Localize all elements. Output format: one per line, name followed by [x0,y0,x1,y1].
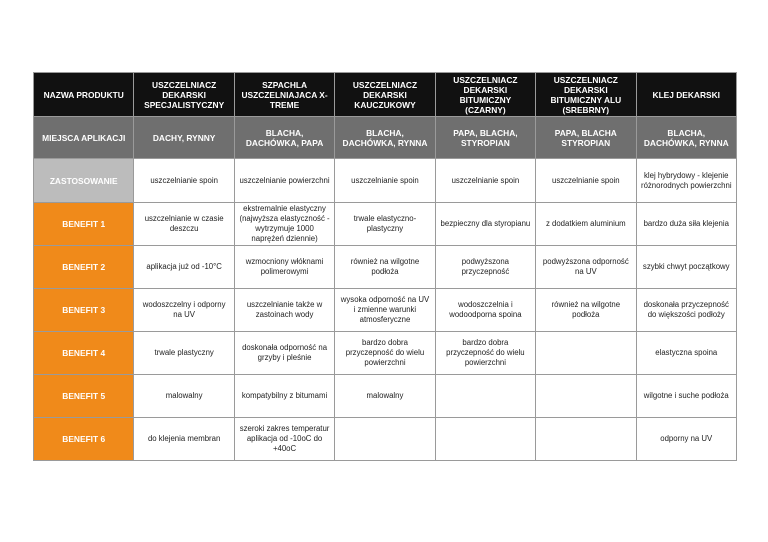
product-comparison-table [33,72,737,461]
table-cell: uszczelnianie spoin [536,159,636,203]
table-cell: uszczelnianie spoin [435,159,535,203]
table-cell: wysoka odporność na UV i zmienne warunki atmosferyczne [335,289,435,332]
row-label: ZASTOSOWANIE [34,159,134,203]
row-label: BENEFIT 4 [34,332,134,375]
table-cell: trwale plastyczny [134,332,234,375]
table-cell: wilgotne i suche podłoża [636,375,736,418]
table-cell: trwale elastyczno-plastyczny [335,203,435,246]
table-cell: DACHY, RYNNY [134,117,234,159]
row-label: MIEJSCA APLIKACJI [34,117,134,159]
table-cell [335,418,435,461]
table-cell: uszczelnianie spoin [134,159,234,203]
benefit-row [34,332,737,375]
product-name: USZCZELNIACZ DEKARSKI BITUMICZNY (CZARNY) [435,73,535,117]
table-cell: bezpieczny dla styropianu [435,203,535,246]
table-cell: również na wilgotne podłoża [335,246,435,289]
table-cell: klej hybrydowy - klejenie różnorodnych powierzchni [636,159,736,203]
table-cell: podwyższona odporność na UV [536,246,636,289]
application-row [34,117,737,159]
table-cell: uszczelnianie spoin [335,159,435,203]
table-cell: ekstremalnie elastyczny (najwyższa elastyczność - wytrzymuje 1000 naprężeń dziennie) [234,203,334,246]
table-cell [536,418,636,461]
benefit-row [34,375,737,418]
table-cell: wzmocniony włóknami polimerowymi [234,246,334,289]
product-name: USZCZELNIACZ DEKARSKI SPECJALISTYCZNY [134,73,234,117]
table-cell: wodoszczelnia i wodoodporna spoina [435,289,535,332]
row-label: BENEFIT 3 [34,289,134,332]
table-cell: malowalny [134,375,234,418]
table-cell: szybki chwyt początkowy [636,246,736,289]
table-cell: uszczelnianie powierzchni [234,159,334,203]
product-name: USZCZELNIACZ DEKARSKI BITUMICZNY ALU (SREBRNY) [536,73,636,117]
table-cell: doskonała odporność na grzyby i pleśnie [234,332,334,375]
use-row [34,159,737,203]
table-cell: PAPA, BLACHA STYROPIAN [536,117,636,159]
benefit-row [34,289,737,332]
table-cell: również na wilgotne podłoża [536,289,636,332]
table-cell: elastyczna spoina [636,332,736,375]
table-cell: uszczelnianie także w zastoinach wody [234,289,334,332]
table-cell [536,332,636,375]
table-cell [435,418,535,461]
table-cell: szeroki zakres temperatur aplikacja od -10oC do +40oC [234,418,334,461]
product-name: SZPACHLA USZCZELNIAJACA X-TREME [234,73,334,117]
table-cell: odporny na UV [636,418,736,461]
table-cell: do klejenia membran [134,418,234,461]
table-cell: bardzo dobra przyczepność do wielu powierzchni [335,332,435,375]
row-label: BENEFIT 5 [34,375,134,418]
table-cell: uszczelnianie w czasie deszczu [134,203,234,246]
benefit-row [34,418,737,461]
table-cell: bardzo duża siła klejenia [636,203,736,246]
table-cell [536,375,636,418]
product-name: USZCZELNIACZ DEKARSKI KAUCZUKOWY [335,73,435,117]
row-label: BENEFIT 6 [34,418,134,461]
benefit-row [34,246,737,289]
table-cell: wodoszczelny i odporny na UV [134,289,234,332]
table-cell: kompatybilny z bitumami [234,375,334,418]
table-cell: PAPA, BLACHA, STYROPIAN [435,117,535,159]
row-label: BENEFIT 2 [34,246,134,289]
table-cell: BLACHA, DACHÓWKA, RYNNA [335,117,435,159]
table-cell: podwyższona przyczepność [435,246,535,289]
row-label: BENEFIT 1 [34,203,134,246]
table-cell: z dodatkiem aluminium [536,203,636,246]
table-cell: aplikacja już od -10°C [134,246,234,289]
table-cell [435,375,535,418]
table-cell: malowalny [335,375,435,418]
header-row [34,73,737,117]
benefit-row [34,203,737,246]
header-label: NAZWA PRODUKTU [34,73,134,117]
product-name: KLEJ DEKARSKI [636,73,736,117]
table-cell: BLACHA, DACHÓWKA, RYNNA [636,117,736,159]
table-cell: doskonała przyczepność do większości podłoży [636,289,736,332]
table-cell: bardzo dobra przyczepność do wielu powierzchni [435,332,535,375]
table-cell: BLACHA, DACHÓWKA, PAPA [234,117,334,159]
